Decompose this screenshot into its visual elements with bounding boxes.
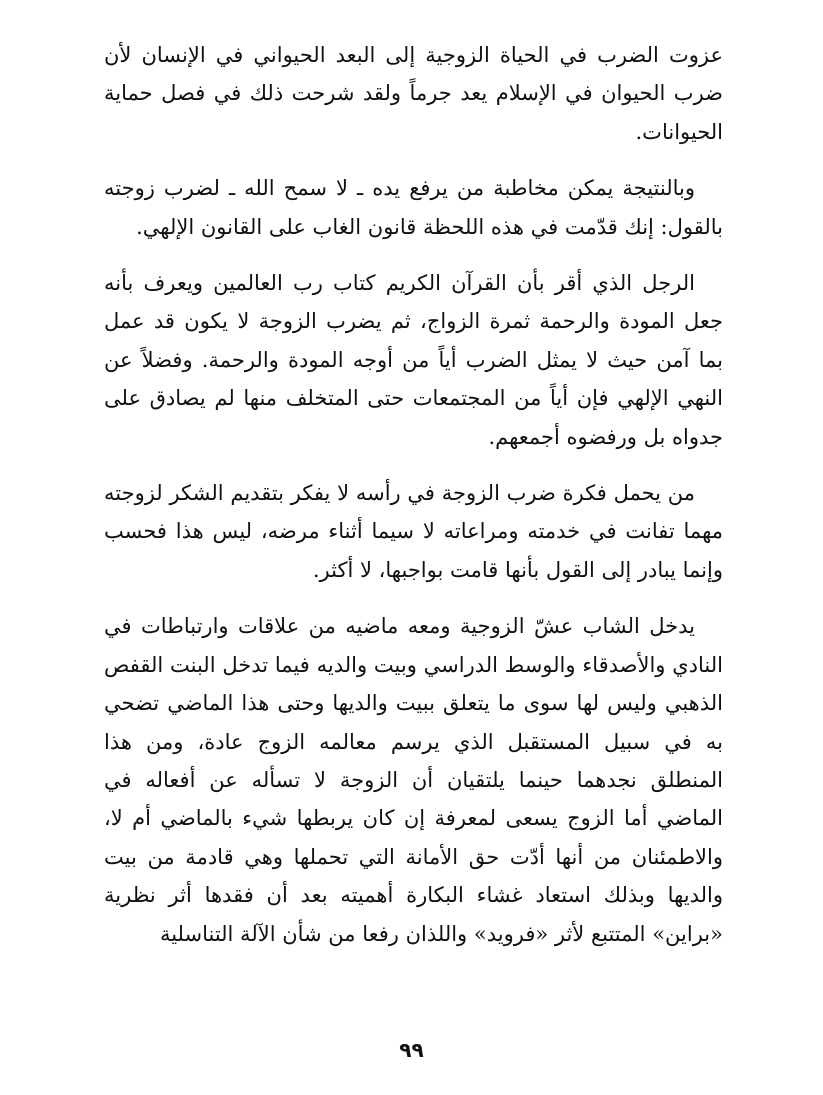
paragraph-2: وبالنتيجة يمكن مخاطبة من يرفع يده ـ لا سمح الله ـ لضرب زوجته بالقول: إنك قدّمت في هذه اللحظة قانون الغاب على القانون الإلهي. (104, 176, 723, 239)
page-body (104, 36, 723, 971)
paragraph-1: عزوت الضرب في الحياة الزوجية إلى البعد الحيواني في الإنسان لأن ضرب الحيوان في الإسلام يعد جرماً ولقد شرحت ذلك في فصل حماية الحيوانات. (104, 43, 723, 144)
paragraph-4: من يحمل فكرة ضرب الزوجة في رأسه لا يفكر بتقديم الشكر لزوجته مهما تفانت في خدمته ومراعاته لا سيما أثناء مرضه، ليس هذا فحسب وإنما يبادر إلى القول بأنها قامت بواجبها، لا أكثر. (104, 481, 723, 582)
page-number: ٩٩ (399, 1038, 424, 1062)
paragraph-3: الرجل الذي أقر بأن القرآن الكريم كتاب رب العالمين ويعرف بأنه جعل المودة والرحمة ثمرة الزواج، ثم يضرب الزوجة لا يكون قد عمل بما آمن حيث لا يمثل الضرب أياً من أوجه المودة والرحمة. وفضلاً عن النهي الإلهي فإن أياً من المجتمعات حتى المتخلف منها لم يصادق على جدواه بل ورفضوه أجمعهم. (104, 271, 723, 449)
paragraph-5: يدخل الشاب عشّ الزوجية ومعه ماضيه من علاقات وارتباطات في النادي والأصدقاء والوسط الدراسي وبيت والديه فيما تدخل البنت القفص الذهبي وليس لها سوى ما يتعلق ببيت والديها وحتى هذا الماضي تضحي به في سبيل المستقبل الذي يرسم معالمه الزوج عادة، ومن هذا المنطلق نجدهما حينما يلتقيان أن الزوجة لا تسأله عن أفعاله في الماضي أما الزوج يسعى لمعرفة إن كان يربطها شيء بالماضي أم لا، والاطمئنان من أنها أدّت حق الأمانة التي تحملها وهي قادمة من بيت والديها وبذلك استعاد غشاء البكارة أهميته بعد أن فقدها أثر نظرية «براين» المتتبع لأثر «فرويد» واللذان رفعا من شأن الآلة التناسلية (104, 614, 723, 946)
